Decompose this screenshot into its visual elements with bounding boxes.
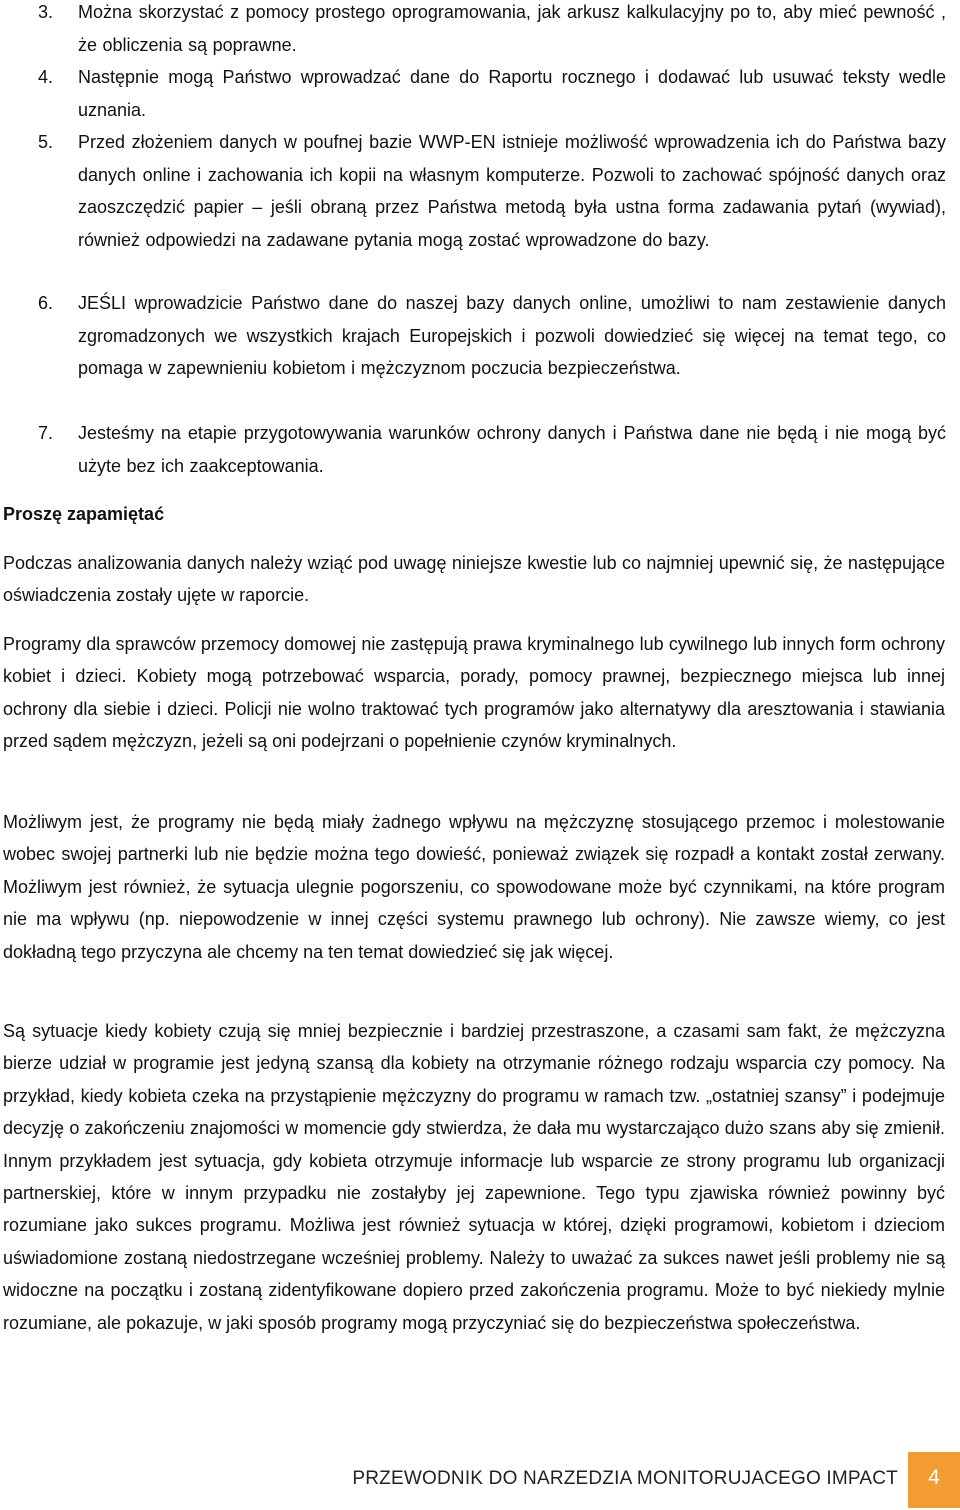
list-item-number: 5. xyxy=(38,132,54,152)
list-item-number: 4. xyxy=(38,67,54,87)
footer-title: PRZEWODNIK DO NARZEDZIA MONITORUJACEGO IMPACT xyxy=(352,1468,898,1489)
list-item-text: JEŚLI wprowadzicie Państwo dane do naszej bazy danych online, umożliwi to nam zestawienie danych zgromadzonych we wszystkich krajach Europejskich i pozwoli dowiedzieć się więcej na temat tego, co pomaga w zapewnieniu kobietom i mężczyznom poczucia bezpieczeństwa. xyxy=(78,293,946,378)
list-item-number: 6. xyxy=(38,293,54,313)
list-item-number: 3. xyxy=(38,2,54,22)
list-item-text: Można skorzystać z pomocy prostego oprogramowania, jak arkusz kalkulacyjny po to, aby mieć pewność , że obliczenia są poprawne. xyxy=(78,2,946,55)
page-footer xyxy=(0,1452,960,1508)
section-heading: Proszę zapamiętać xyxy=(3,504,165,524)
list-item-text: Jesteśmy na etapie przygotowywania warunków ochrony danych i Państwa dane nie będą i nie mogą być użyte bez ich zaakceptowania. xyxy=(78,423,946,476)
list-item-number: 7. xyxy=(38,423,54,443)
paragraph: Podczas analizowania danych należy wziąć pod uwagę niniejsze kwestie lub co najmniej upewnić się, że następujące oświadczenia zostały ujęte w raporcie. xyxy=(3,553,945,606)
paragraph: Możliwym jest, że programy nie będą miały żadnego wpływu na mężczyznę stosującego przemoc i molestowanie wobec swojej partnerki lub nie będzie można tego dowieść, ponieważ związek się rozpadł a kontakt został zerwany. Możliwym jest również, że sytuacja ulegnie pogorszeniu, co spowodowane może być czynnikami, na które program nie ma wpływu (np. niepowodzenie w innej części systemu prawnego lub ochrony). Nie zawsze wiemy, co jest dokładną tego przyczyna ale chcemy na ten temat dowiedzieć się jak więcej. xyxy=(3,812,945,962)
paragraph: Programy dla sprawców przemocy domowej nie zastępują prawa kryminalnego lub cywilnego lub innych form ochrony kobiet i dzieci. Kobiety mogą potrzebować wsparcia, porady, pomocy prawnej, bezpiecznego miejsca lub innej ochrony dla siebie i dzieci. Policji nie wolno traktować tych programów jako alternatywy dla aresztowania i stawiania przed sądem mężczyzn, jeżeli są oni podejrzani o popełnienie czynów kryminalnych. xyxy=(3,634,945,752)
page-number-badge xyxy=(908,1452,960,1508)
list-item-text: Przed złożeniem danych w poufnej bazie WWP-EN istnieje możliwość wprowadzenia ich do Państwa bazy danych online i zachowania ich kopii na własnym komputerze. Pozwoli to zachować spójność danych oraz zaoszczędzić papier – jeśli obraną przez Państwa metodą była ustna forma zadawania pytań (wywiad), również odpowiedzi na zadawane pytania mogą zostać wprowadzone do bazy. xyxy=(78,132,946,250)
paragraph: Są sytuacje kiedy kobiety czują się mniej bezpiecznie i bardziej przestraszone, a czasami sam fakt, że mężczyzna bierze udział w programie jest jedyną szansą dla kobiety na otrzymanie różnego rodzaju wsparcia czy pomocy. Na przykład, kiedy kobieta czeka na przystąpienie mężczyzny do programu w ramach tzw. „ostatniej szansy” i podejmuje decyzję o zakończeniu znajomości w momencie gdy stwierdza, że dała mu wystarczająco dużo szans aby się zmienił. Innym przykładem jest sytuacja, gdy kobieta otrzymuje informacje lub wsparcie ze strony programu lub organizacji partnerskiej, które w innym przypadku nie zostałyby jej zapewnione. Tego typu zjawiska również powinny być rozumiane jako sukces programu. Możliwa jest również sytuacja w której, dzięki programowi, kobietom i dzieciom uświadomione zostaną niedostrzegane wcześniej problemy. Należy to uważać za sukces nawet jeśli problemy nie są widoczne na początku i zostaną zidentyfikowane dopiero przed zakończenia programu. Może to być niekiedy mylnie rozumiane, ale pokazuje, w jaki sposób programy mogą przyczyniać się do bezpieczeństwa społeczeństwa. xyxy=(3,1021,945,1333)
list-item-text: Następnie mogą Państwo wprowadzać dane do Raportu rocznego i dodawać lub usuwać teksty wedle uznania. xyxy=(78,67,946,120)
page-number: 4 xyxy=(928,1466,940,1489)
